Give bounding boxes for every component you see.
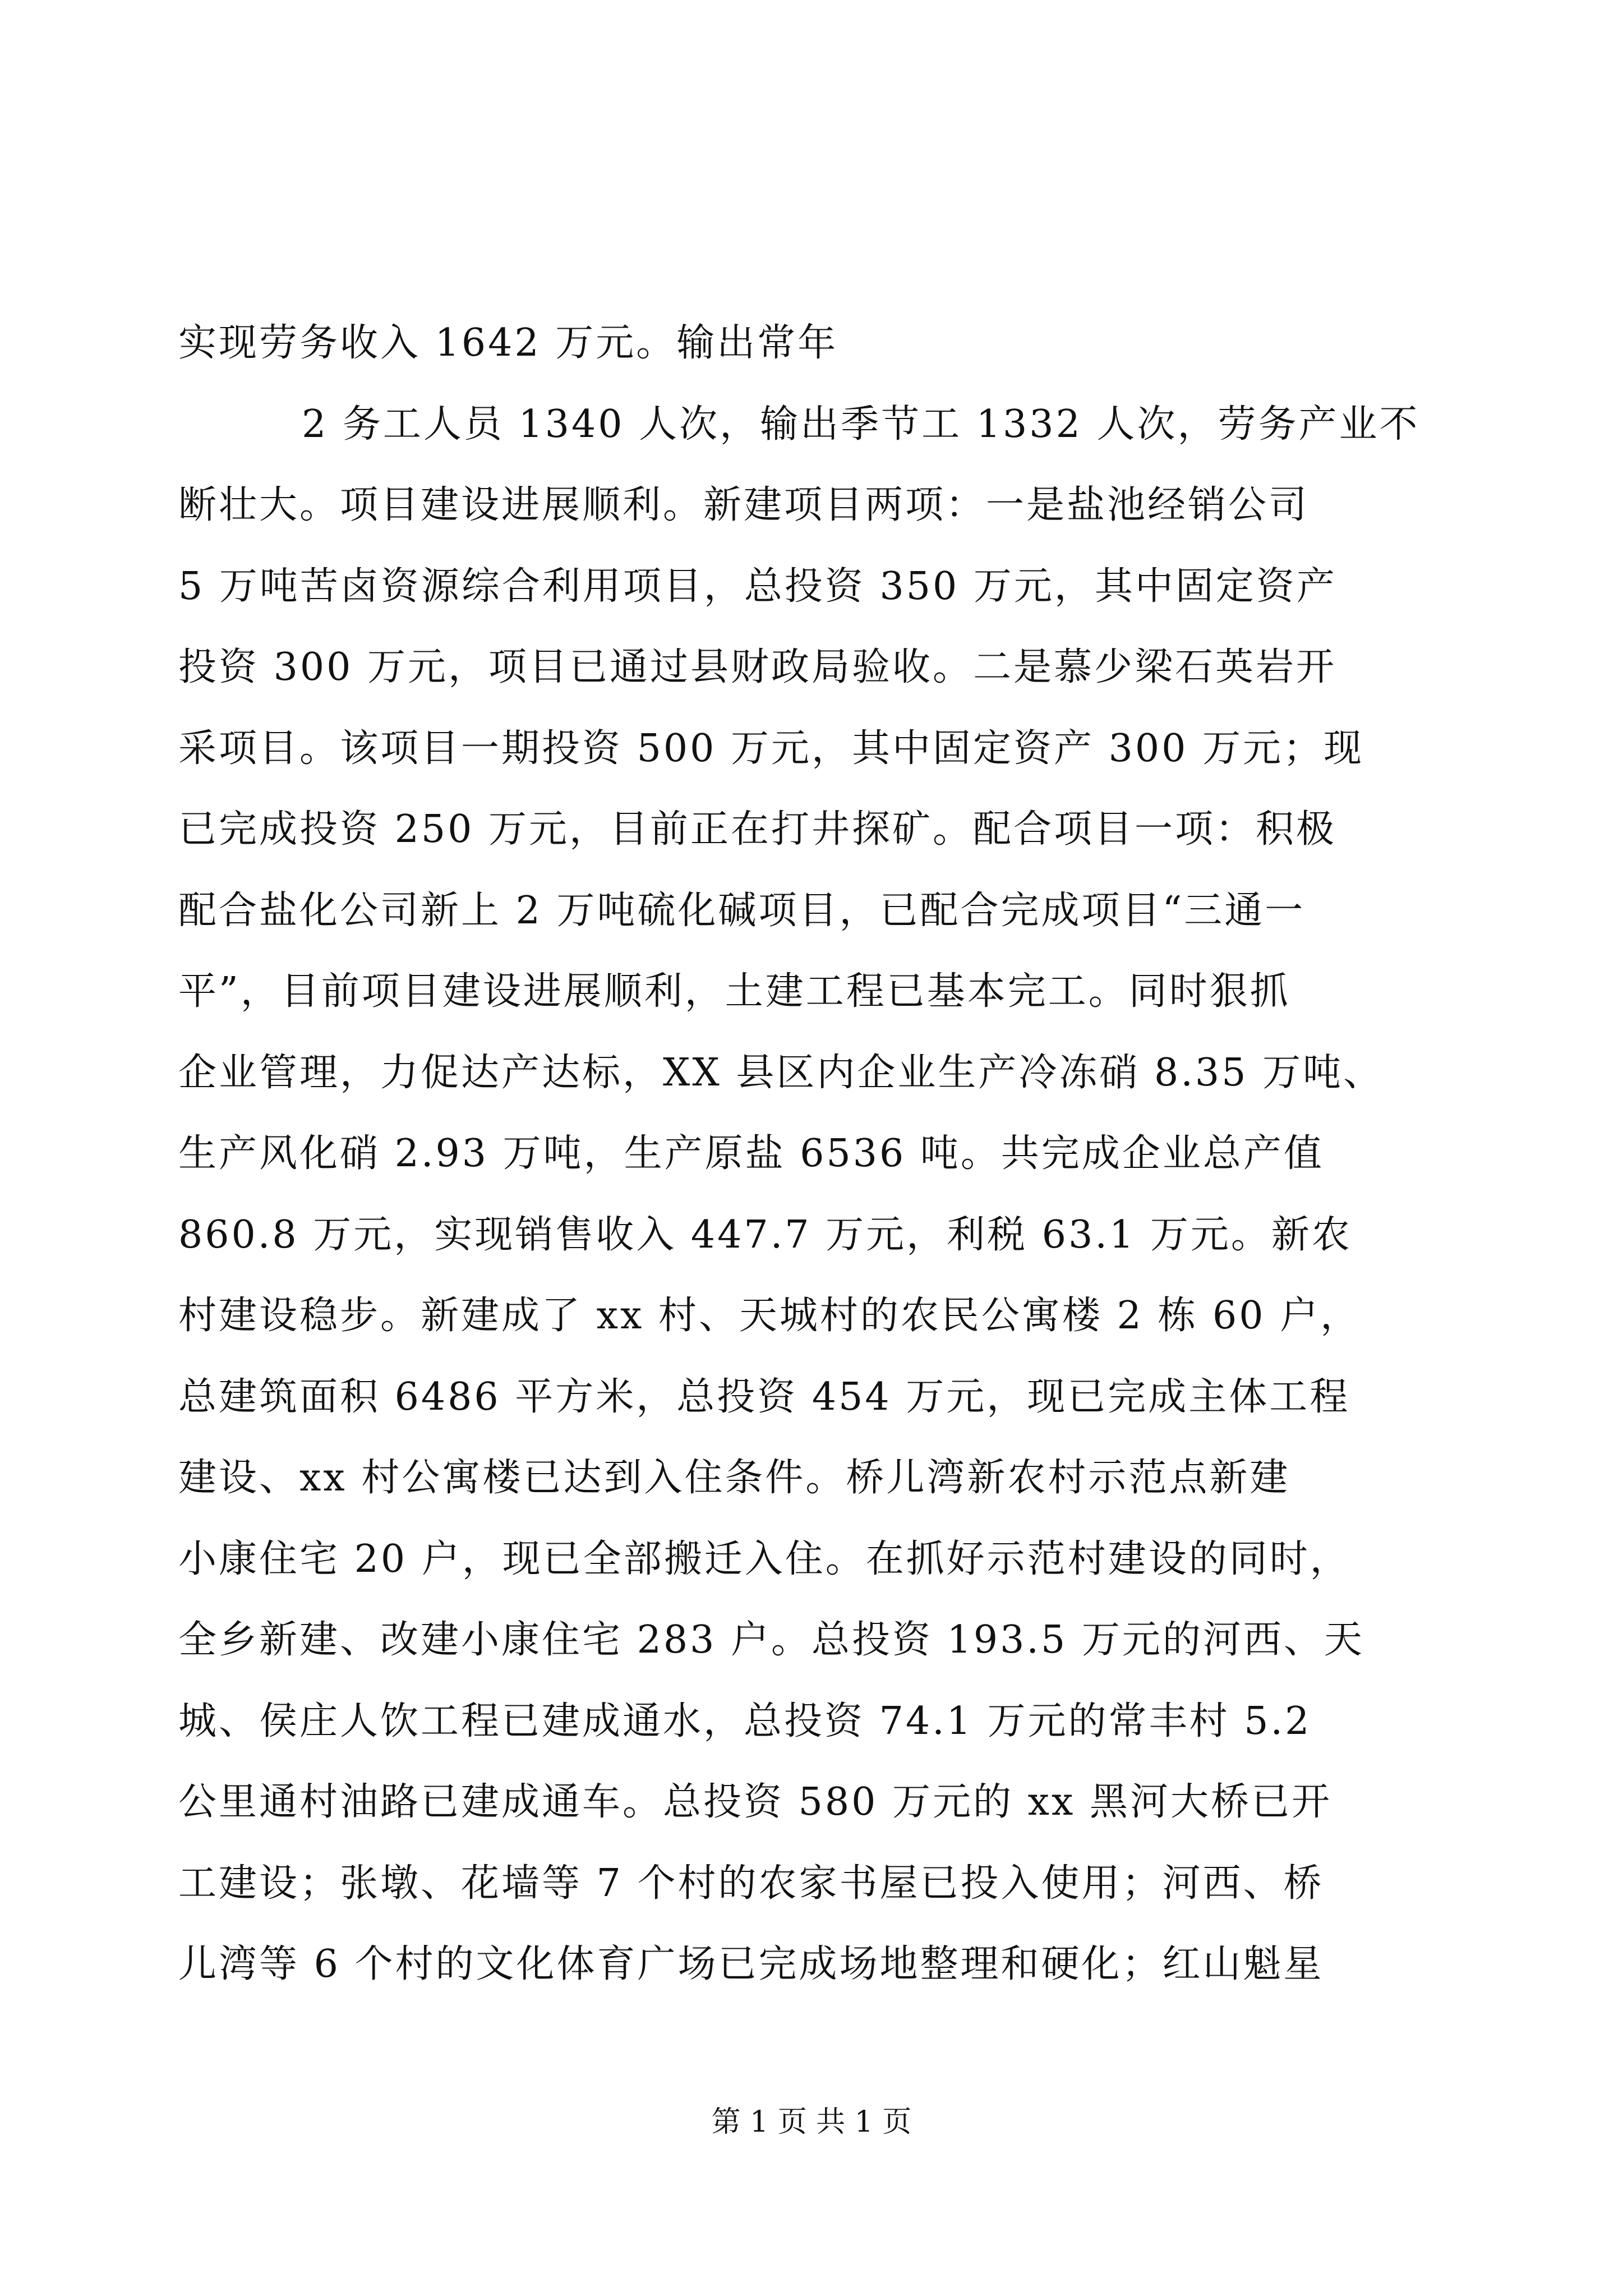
text-line: 5 万吨苦卤资源综合利用项目，总投资 350 万元，其中固定资产 [178, 564, 1337, 609]
text-line: 总建筑面积 6486 平方米，总投资 454 万元，现已完成主体工程 [178, 1374, 1350, 1419]
text-line: 企业管理，力促达产达标，XX 县区内企业生产冷冻硝 8.35 万吨、 [178, 1050, 1384, 1095]
text-line: 2 务工人员 1340 人次，输出季节工 1332 人次，劳务产业不 [302, 402, 1420, 447]
text-line: 公里通村油路已建成通车。总投资 580 万元的 xx 黑河大桥已开 [178, 1780, 1332, 1824]
text-line: 采项目。该项目一期投资 500 万元，其中固定资产 300 万元；现 [178, 726, 1364, 771]
text-line: 实现劳务收入 1642 万元。输出常年 [178, 321, 838, 365]
text-line: 投资 300 万元，项目已通过县财政局验收。二是慕少梁石英岩开 [178, 645, 1337, 689]
text-line: 儿湾等 6 个村的文化体育广场已完成场地整理和硬化；红山魁星 [178, 1942, 1324, 1986]
text-line: 断壮大。项目建设进展顺利。新建项目两项：一是盐池经销公司 [178, 483, 1310, 527]
text-line: 小康住宅 20 户，现已全部搬迁入住。在抓好示范村建设的同时， [178, 1536, 1350, 1581]
body-text [178, 303, 1451, 2005]
text-line: 全乡新建、改建小康住宅 283 户。总投资 193.5 万元的河西、天 [178, 1618, 1364, 1662]
text-line: 村建设稳步。新建成了 xx 村、天城村的农民公寓楼 2 栋 60 户， [178, 1294, 1361, 1338]
text-line: 已完成投资 250 万元，目前正在打井探矿。配合项目一项：积极 [178, 807, 1337, 852]
page-footer: 第 1 页 共 1 页 [711, 2105, 912, 2139]
text-line: 工建设；张墩、花墙等 7 个村的农家书屋已投入使用；河西、桥 [178, 1861, 1324, 1906]
text-line: 860.8 万元，实现销售收入 447.7 万元，利税 63.1 万元。新农 [178, 1212, 1352, 1257]
text-line: 建设、xx 村公寓楼已达到入住条件。桥儿湾新农村示范点新建 [178, 1456, 1290, 1500]
text-line: 平”，目前项目建设进展顺利，土建工程已基本完工。同时狠抓 [178, 969, 1290, 1014]
text-line: 配合盐化公司新上 2 万吨硫化碱项目，已配合完成项目“三通一 [178, 888, 1306, 933]
text-line: 城、侯庄人饮工程已建成通水，总投资 74.1 万元的常丰村 5.2 [178, 1699, 1312, 1743]
text-line: 生产风化硝 2.93 万吨，生产原盐 6536 吨。共完成企业总产值 [178, 1131, 1324, 1176]
